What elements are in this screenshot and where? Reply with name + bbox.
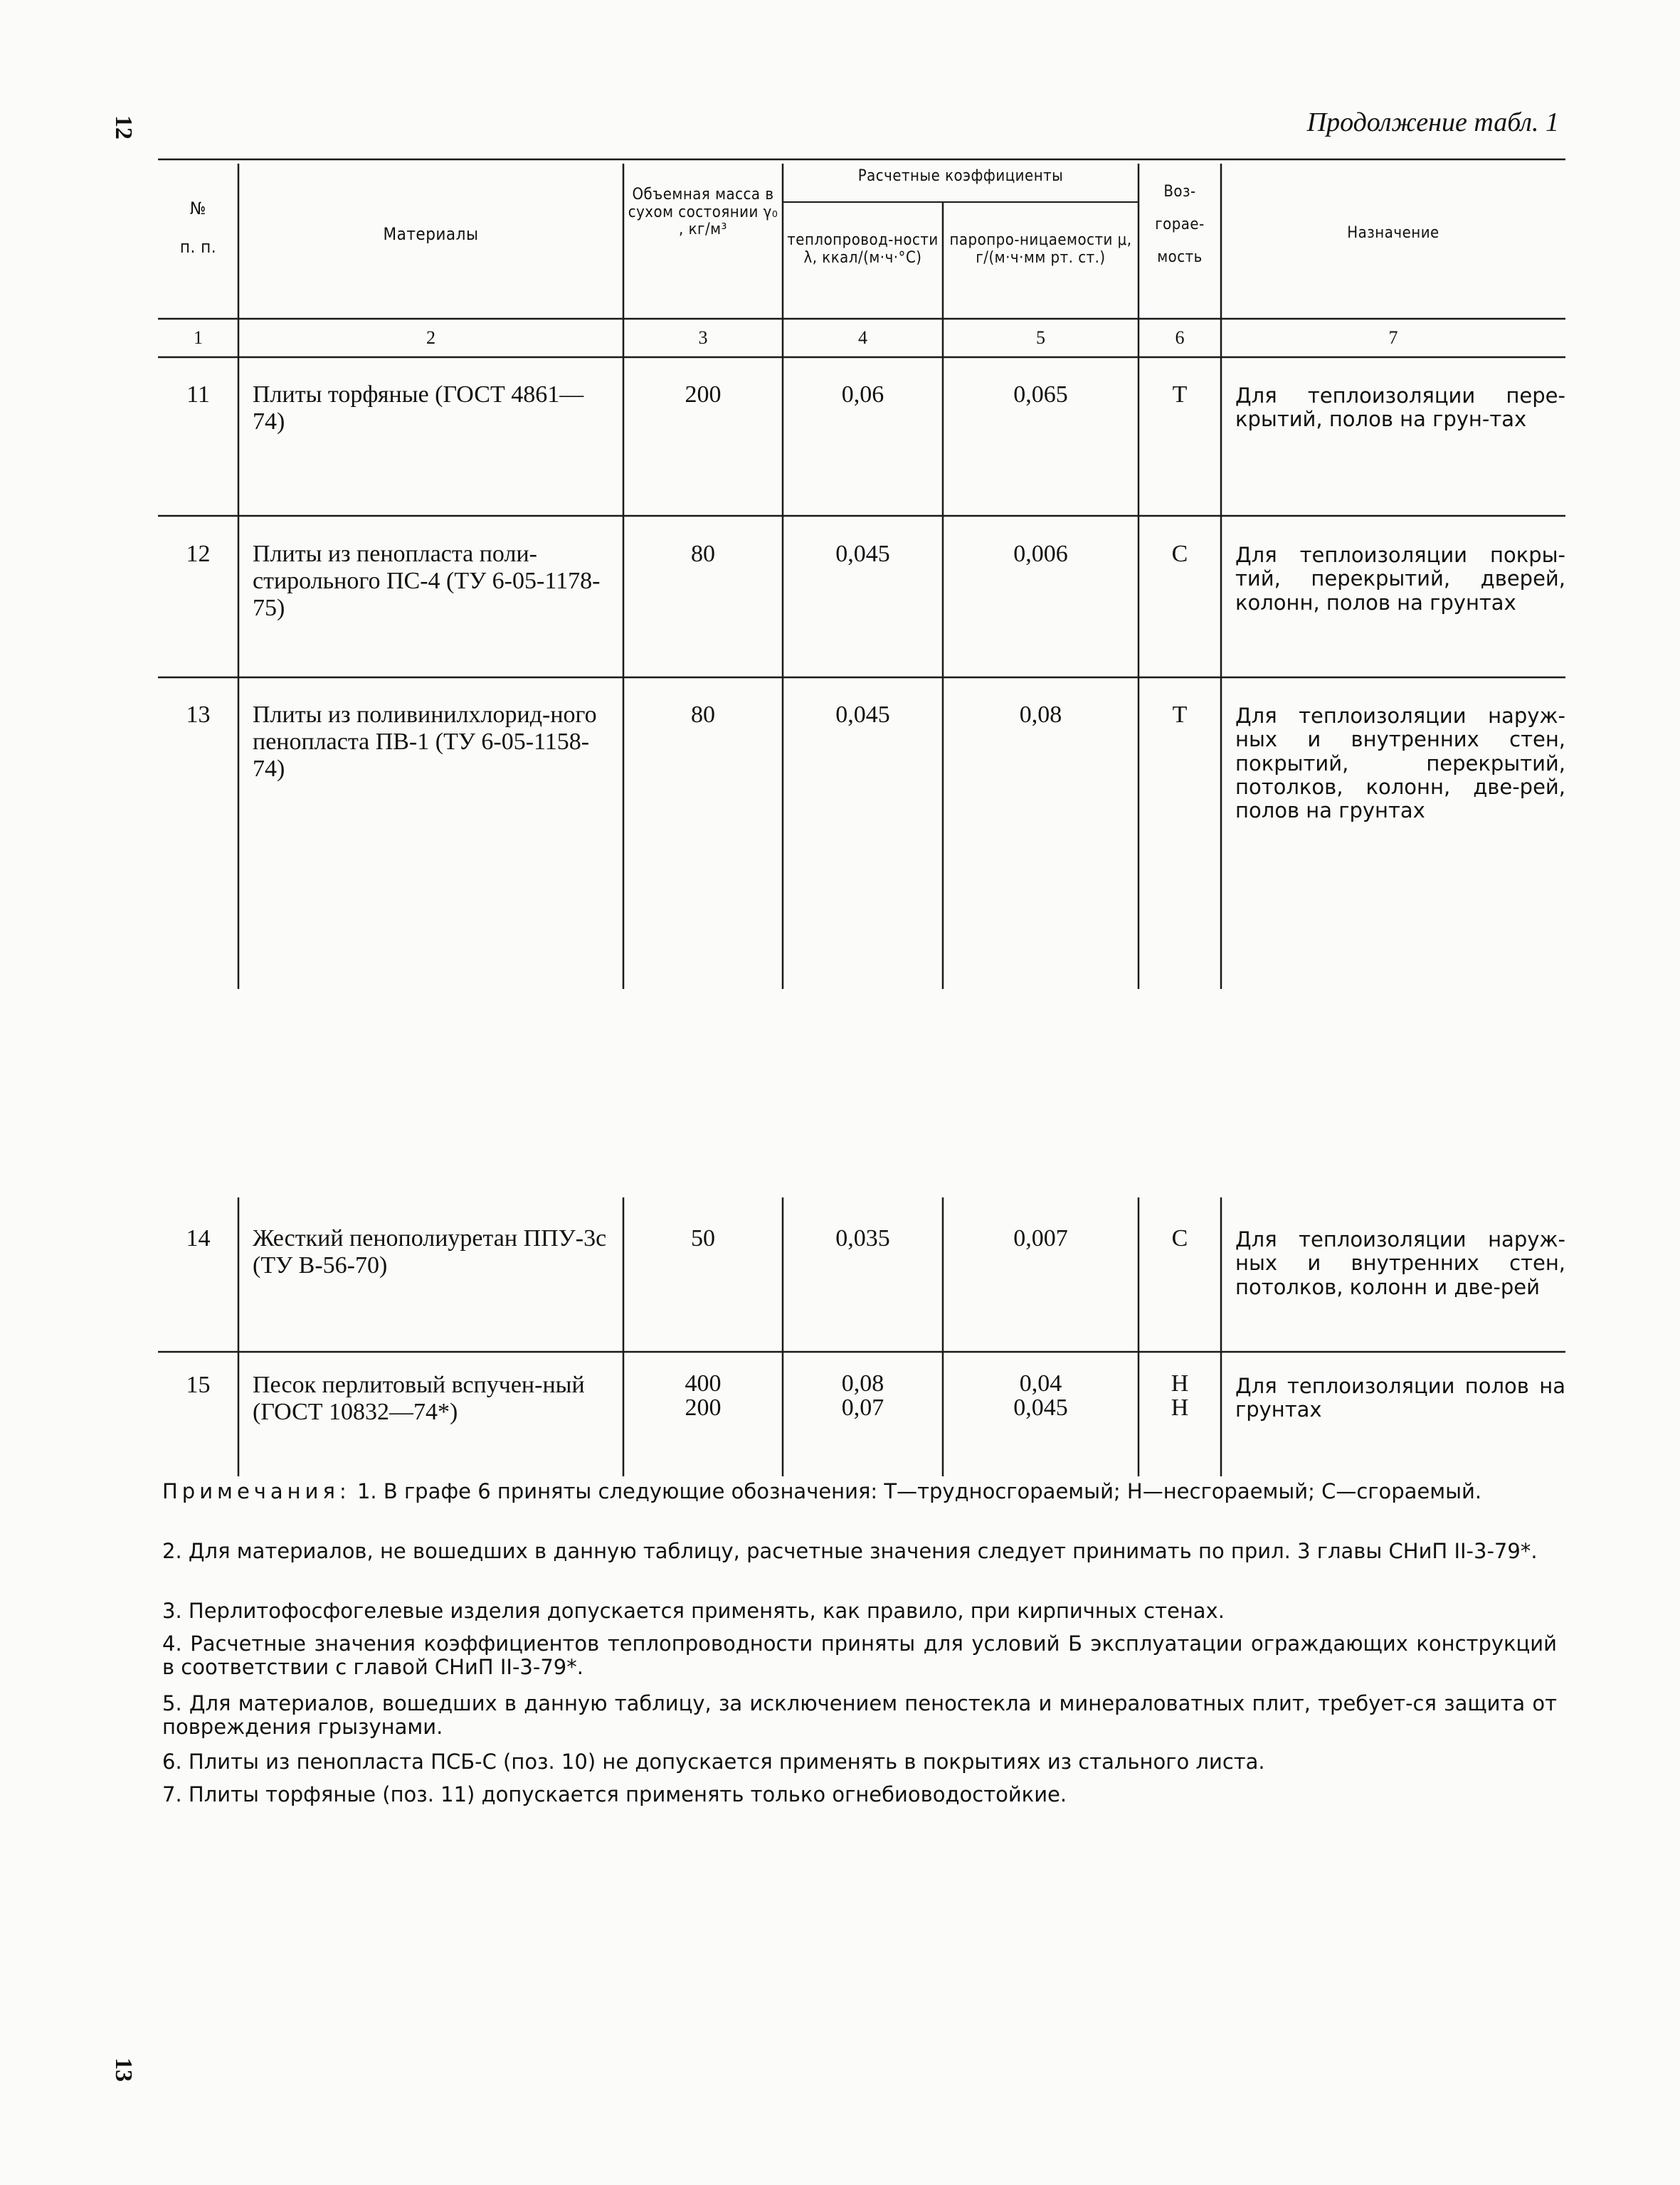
conductivity-value: 0,045 (835, 541, 890, 567)
column-number: 6 (1175, 327, 1185, 348)
purpose-text: Для теплоизоляции наруж-ных и внутренних стен, покрытий, перекрытий, потолков, колонн, две-рей, полов на грунтах (1235, 704, 1565, 823)
vapor-permeability-value: 0,08 (1019, 702, 1062, 728)
note-item: 3. Перлитофосфогелевые изделия допускается применять, как правило, при кирпичных стенах. (162, 1599, 1225, 1623)
density-value: 400 200 (685, 1370, 722, 1421)
conductivity-value: 0,045 (835, 702, 890, 728)
continuation-title: Продолжение табл. 1 (1306, 107, 1559, 137)
header-vapor-permeability: паропро-ницаемости μ, г/(м·ч·мм рт. ст.) (949, 231, 1132, 267)
vapor-permeability-value: 0,006 (1013, 541, 1068, 567)
density-value: 80 (691, 702, 715, 728)
note-item: 5. Для материалов, вошедших в данную таблицу, за исключением пеностекла и минераловатных плит, требует-ся защита от повреждения грызунами. (162, 1691, 1557, 1740)
row-number: 13 (186, 702, 211, 728)
purpose-text: Для теплоизоляции покры-тий, перекрытий, дверей, колонн, полов на грунтах (1235, 543, 1565, 615)
material-name: Плиты из поливинилхлорид-ного пенопласта ПВ-1 (ТУ 6-05-1158-74) (253, 702, 597, 783)
note-item: 4. Расчетные значения коэффициентов теплопроводности приняты для условий Б эксплуатации ограждающих конструкций в соответствии с главой СНиП II-3-79*. (162, 1631, 1557, 1680)
header-purpose: Назначение (1347, 224, 1439, 242)
row-number: 12 (186, 541, 211, 567)
flammability-value: С (1171, 541, 1188, 567)
note-text: 1. В графе 6 приняты следующие обозначения: Т—трудносгораемый; Н—несгораемый; С—сгораемый. (356, 1479, 1482, 1503)
density-value: 200 (685, 381, 722, 408)
conductivity-value: 0,06 (841, 381, 884, 408)
flammability-value: Н Н (1171, 1370, 1189, 1421)
row-number: 11 (186, 381, 210, 408)
purpose-text: Для теплоизоляции пере-крытий, полов на грун-тах (1235, 383, 1565, 432)
column-number: 7 (1388, 327, 1398, 348)
material-name: Песок перлитовый вспучен-ный (ГОСТ 10832—74*) (253, 1372, 585, 1426)
flammability-value: Т (1172, 381, 1188, 408)
note-item: 7. Плиты торфяные (поз. 11) допускается применять только огнебиоводостойкие. (162, 1782, 1067, 1806)
material-name: Жесткий пенополиуретан ППУ-3с (ТУ В-56-70) (253, 1225, 607, 1279)
purpose-text: Для теплоизоляции полов на грунтах (1235, 1374, 1565, 1422)
material-name: Плиты из пенопласта поли-стирольного ПС-4 (ТУ 6-05-1178-75) (253, 541, 601, 622)
header-number: № п. п. (179, 199, 217, 257)
page-number-top: 12 (110, 115, 137, 139)
conductivity-value: 0,035 (835, 1225, 890, 1252)
header-coefficients: Расчетные коэффициенты (857, 167, 1064, 185)
header-materials: Материалы (383, 224, 479, 244)
header-flammability: Воз- горае- мость (1155, 183, 1205, 267)
column-number: 4 (858, 327, 867, 348)
header-density: Объемная масса в сухом состоянии γ₀ , кг/м³ (628, 186, 778, 239)
flammability-value: С (1171, 1225, 1188, 1252)
note-item (162, 1480, 1557, 1503)
notes-label: Примечания: (162, 1479, 351, 1503)
note-item: 2. Для материалов, не вошедших в данную таблицу, расчетные значения следует принимать по прил. 3 главы СНиП II-3-79*. (162, 1539, 1538, 1563)
header-conductivity: теплопровод-ности λ, ккал/(м·ч·°С) (787, 231, 939, 267)
page-number-bottom: 13 (110, 2058, 137, 2082)
density-value: 50 (691, 1225, 715, 1252)
flammability-value: Т (1172, 702, 1188, 728)
column-number: 5 (1036, 327, 1045, 348)
purpose-text: Для теплоизоляции наруж-ных и внутренних стен, потолков, колонн и две-рей (1235, 1227, 1565, 1299)
column-number: 2 (426, 327, 435, 348)
vapor-permeability-value: 0,065 (1013, 381, 1068, 408)
row-number: 14 (186, 1225, 211, 1252)
vapor-permeability-value: 0,007 (1013, 1225, 1068, 1252)
vapor-permeability-value: 0,04 0,045 (1013, 1370, 1068, 1421)
density-value: 80 (691, 541, 715, 567)
note-item: 6. Плиты из пенопласта ПСБ-С (поз. 10) не допускается применять в покрытиях из стального листа. (162, 1750, 1265, 1774)
row-number: 15 (186, 1372, 211, 1398)
material-name: Плиты торфяные (ГОСТ 4861—74) (253, 381, 584, 435)
column-number: 3 (698, 327, 708, 348)
column-number: 1 (194, 327, 203, 348)
conductivity-value: 0,08 0,07 (841, 1370, 884, 1421)
